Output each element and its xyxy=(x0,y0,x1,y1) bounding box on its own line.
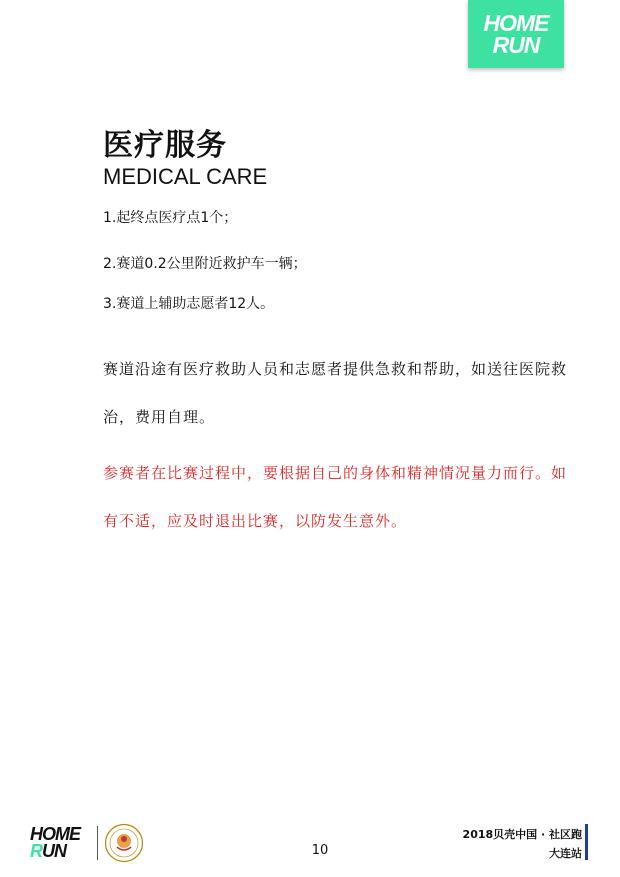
footer-logo-home: HOME xyxy=(30,824,80,844)
logo-line-run: RUN xyxy=(492,32,540,58)
warning-paragraph: 参赛者在比赛过程中，要根据自己的身体和精神情况量力而行。如有不适，应及时退出比赛，以防发生意外。 xyxy=(103,464,568,530)
event-info xyxy=(463,825,582,863)
event-location: 大连站 xyxy=(549,847,582,860)
home-run-logo xyxy=(468,0,564,68)
list-item: 2.赛道0.2公里附近救护车一辆； xyxy=(103,256,307,272)
list-item: 1.起终点医疗点1个； xyxy=(103,210,238,226)
event-name: 2018贝壳中国 · 社区跑 xyxy=(462,828,582,841)
association-seal-icon xyxy=(104,823,144,863)
page-title-english: MEDICAL CARE xyxy=(103,164,268,189)
footer-divider xyxy=(97,826,98,860)
footer-logo-run: RUN xyxy=(30,841,66,861)
page-title-chinese: 医疗服务 xyxy=(103,128,227,163)
logo-line-home: HOME xyxy=(483,10,549,36)
medical-paragraph: 赛道沿途有医疗救助人员和志愿者提供急救和帮助，如送往医院救治，费用自理。 xyxy=(103,360,568,426)
page-number: 10 xyxy=(311,843,329,858)
list-item: 3.赛道上辅助志愿者12人。 xyxy=(103,296,275,312)
footer-home-run-logo xyxy=(30,826,80,860)
footer-accent-bar xyxy=(585,824,588,860)
